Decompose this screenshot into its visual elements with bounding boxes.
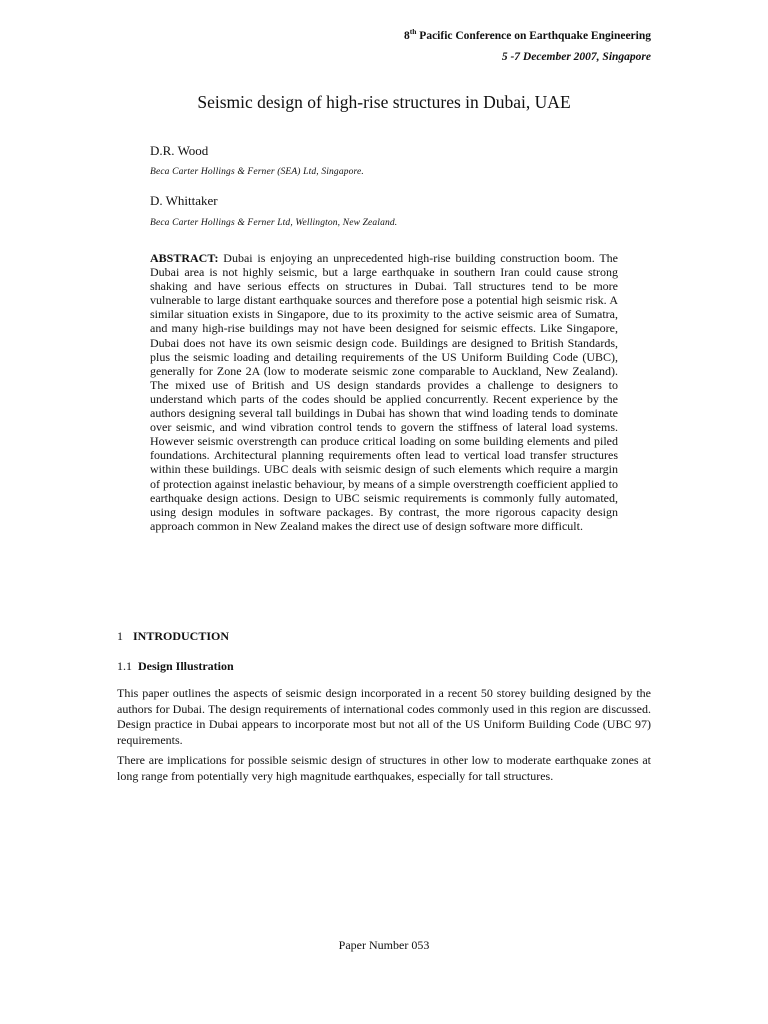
conference-ordinal-suffix: th: [409, 27, 417, 37]
conference-number: 8: [404, 30, 410, 42]
subsection-heading-design-illustration: [117, 659, 234, 674]
body-paragraph: There are implications for possible seismic design of structures in other low to moderate earthquake zones at long range from potentially very high magnitude earthquakes, especially for tall structures.: [117, 753, 651, 783]
subsection-number: 1.1: [117, 659, 132, 673]
author-name: D.R. Wood: [150, 143, 209, 158]
author-affiliation: Beca Carter Hollings & Ferner Ltd, Wellington, New Zealand.: [150, 218, 398, 228]
section-number: 1: [117, 629, 123, 643]
author-name: D. Whittaker: [150, 193, 218, 208]
author-affiliation: Beca Carter Hollings & Ferner (SEA) Ltd, Singapore.: [150, 167, 364, 177]
paper-title: Seismic design of high-rise structures in Dubai, UAE: [197, 92, 571, 112]
body-paragraph: This paper outlines the aspects of seismic design incorporated in a recent 50 storey building designed by the authors for Dubai. The design requirements of international codes commonly used in this region are discussed. Design practice in Dubai appears to incorporate most but not all of the US Uniform Building Code (UBC 97) requirements.: [117, 686, 651, 747]
abstract-label: ABSTRACT:: [150, 251, 219, 265]
conference-name-line: [404, 26, 651, 47]
subsection-title: Design Illustration: [138, 659, 234, 673]
abstract: [150, 251, 618, 533]
section-heading-introduction: [117, 629, 229, 644]
abstract-text: Dubai is enjoying an unprecedented high-rise building construction boom. The Dubai area is not highly seismic, but a large earthquake in southern Iran could cause strong shaking and have serious effects on structures in Dubai. Tall structures tend to be more vulnerable to large distant earthquake sources and therefore pose a potential high seismic risk. A similar situation exists in Singapore, due to its proximity to the active seismic area of Sumatra, and many high-rise buildings may not have been designed for seismic effects. Like Singapore, Dubai does not have its own seismic design code. Buildings are designed to British Standards, plus the seismic loading and detailing requirements of the US Uniform Building Code (UBC), generally for Zone 2A (low to moderate seismic zone comparable to Auckland, New Zealand). The mixed use of British and US design standards provides a challenge to designers to understand which parts of the codes should be applied concurrently. Recent experience by the authors designing several tall buildings in Dubai has shown that wind loading tends to dominate over seismic, and wind vibration control tends to govern the stiffness of lateral load systems. However seismic overstrength can produce critical loading on some building elements and piled foundations. Architectural planning requirements often lead to vertical load transfer structures within these buildings. UBC deals with seismic design of such elements which require a margin of protection against inelastic behaviour, by means of a simple overstrength coefficient applied to earthquake design actions. Design to UBC seismic requirements is commonly fully automated, using design modules in software packages. By contrast, the more rigorous capacity design approach common in New Zealand makes the direct use of design software more difficult.: [150, 251, 618, 533]
conference-dates: 5 -7 December 2007, Singapore: [501, 51, 651, 63]
conference-name: Pacific Conference on Earthquake Engineering: [416, 30, 651, 42]
conference-header: [404, 26, 651, 68]
section-title: INTRODUCTION: [133, 629, 230, 643]
paper-number-footer: Paper Number 053: [338, 938, 430, 952]
